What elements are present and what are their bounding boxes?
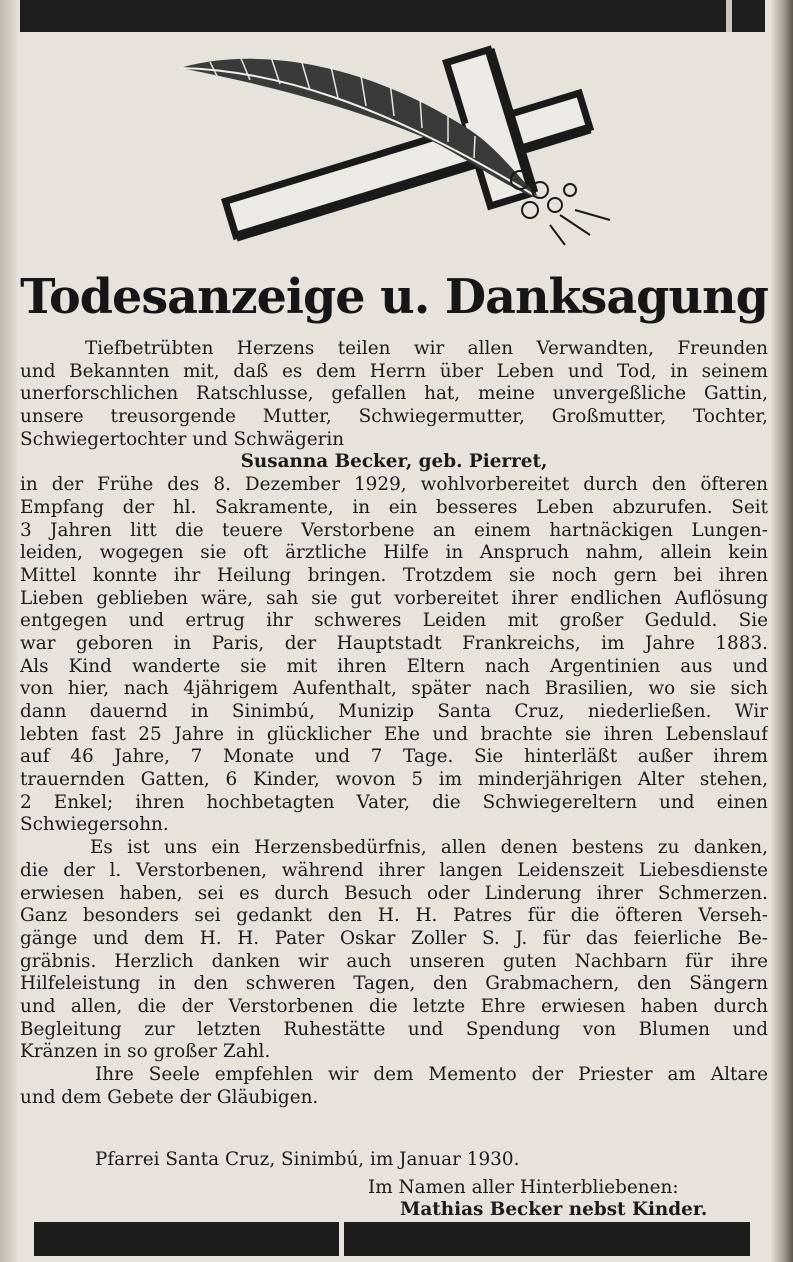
signature-heading: Im Namen aller Hinterbliebenen: — [368, 1177, 679, 1198]
text-line: Schwiegertochter und Schwägerin — [20, 428, 345, 450]
text-line: gräbnis. Herzlich danken wir auch unseren guten Nachbarn für ihre — [20, 950, 768, 972]
text-line: unsere treusorgende Mutter, Schwiegermutter, Großmutter, Tochter, — [20, 406, 768, 428]
text-line: gänge und dem H. H. Pater Oskar Zoller S. J. für das feierliche Be- — [20, 927, 768, 949]
text-line: trauernden Gatten, 6 Kinder, wovon 5 im minderjährigen Alter stehen, — [20, 769, 768, 791]
text-line: unerforschlichen Ratschlusse, gefallen hat, meine unvergeßliche Gattin, — [20, 383, 768, 405]
bottom-mourning-bar-left — [34, 1222, 339, 1256]
paragraph-1 — [20, 338, 768, 451]
text-line: leiden, wogegen sie oft ärztliche Hilfe in Anspruch nahm, allein kein — [20, 542, 768, 564]
text-line: Es ist uns ein Herzensbedürfnis, allen denen bestens zu danken, — [90, 837, 768, 859]
signature-name: Mathias Becker nebst Kinder. — [400, 1199, 708, 1220]
deceased-name: Susanna Becker, geb. Pierret, — [240, 451, 548, 473]
paragraph-2 — [20, 474, 768, 837]
text-line: und Bekannten mit, daß es dem Herrn über Leben und Tod, in seinem — [20, 360, 768, 382]
text-line: Begleitung zur letzten Ruhestätte und Spendung von Blumen und — [20, 1018, 768, 1040]
text-line: entgegen und ertrug ihr schweres Leiden mit großer Geduld. Sie — [20, 610, 768, 632]
text-line: Tiefbetrübten Herzens teilen wir allen Verwandten, Freunden — [85, 338, 768, 359]
text-line: und dem Gebete der Gläubigen. — [20, 1086, 319, 1108]
text-line: Als Kind wanderte sie mit ihren Eltern nach Argentinien aus und — [20, 655, 768, 677]
text-line: Schwiegersohn. — [20, 814, 169, 836]
page-title: Todesanzeige u. Danksagung — [20, 269, 768, 325]
text-line: die der l. Verstorbenen, während ihrer langen Leidenszeit Liebesdienste — [20, 859, 768, 881]
text-line: auf 46 Jahre, 7 Monate und 7 Tage. Sie hinterläßt außer ihrem — [20, 746, 768, 768]
text-line: lebten fast 25 Jahre in glücklicher Ehe und brachte sie ihren Lebenslauf — [20, 723, 768, 745]
text-line: Ihre Seele empfehlen wir dem Memento der Priester am Altare — [95, 1064, 768, 1085]
text-line: war geboren in Paris, der Hauptstadt Frankreichs, im Jahre 1883. — [20, 632, 768, 654]
top-mourning-bar — [20, 0, 765, 32]
text-line: von hier, nach 4jährigem Aufenthalt, später nach Brasilien, wo sie sich — [20, 678, 768, 700]
text-line: dann dauernd in Sinimbú, Munizip Santa Cruz, niederließen. Wir — [20, 701, 768, 722]
text-line: erwiesen haben, sei es durch Besuch oder Linderung ihrer Schmerzen. — [20, 882, 768, 904]
paragraph-3 — [20, 837, 768, 1064]
text-line: 3 Jahren litt die teuere Verstorbene an einem hartnäckigen Lungen- — [20, 519, 768, 541]
bottom-mourning-bar-right — [344, 1222, 750, 1256]
text-line: Kränzen in so großer Zahl. — [20, 1041, 271, 1063]
text-line: Ganz besonders sei gedankt den H. H. Patres für die öfteren Verseh- — [20, 905, 768, 927]
paragraph-4 — [20, 1064, 768, 1109]
notice-body — [20, 338, 768, 1109]
paper-edge-left — [0, 0, 18, 1262]
cross-and-palm-icon — [170, 40, 630, 250]
text-line: Hilfeleistung in den schweren Tagen, den Grabmachern, den Sängern — [20, 973, 768, 995]
top-bar-gap — [726, 0, 732, 32]
paper-edge-right — [771, 0, 793, 1262]
text-line: Mittel konnte ihr Heilung bringen. Trotzdem sie noch gern bei ihren — [20, 564, 768, 586]
place-and-date: Pfarrei Santa Cruz, Sinimbú, im Januar 1930. — [95, 1149, 520, 1170]
text-line: 2 Enkel; ihren hochbetagten Vater, die Schwiegereltern und einen — [20, 791, 768, 813]
text-line: Empfang der hl. Sakramente, in ein besseres Leben abzurufen. Seit — [20, 496, 768, 518]
text-line: in der Frühe des 8. Dezember 1929, wohlvorbereitet durch den öfteren — [20, 474, 768, 496]
text-line: und allen, die der Verstorbenen die letzte Ehre erwiesen haben durch — [20, 995, 768, 1017]
text-line: Lieben geblieben wäre, sah sie gut vorbereitet ihrer endlichen Auflösung — [20, 587, 768, 609]
